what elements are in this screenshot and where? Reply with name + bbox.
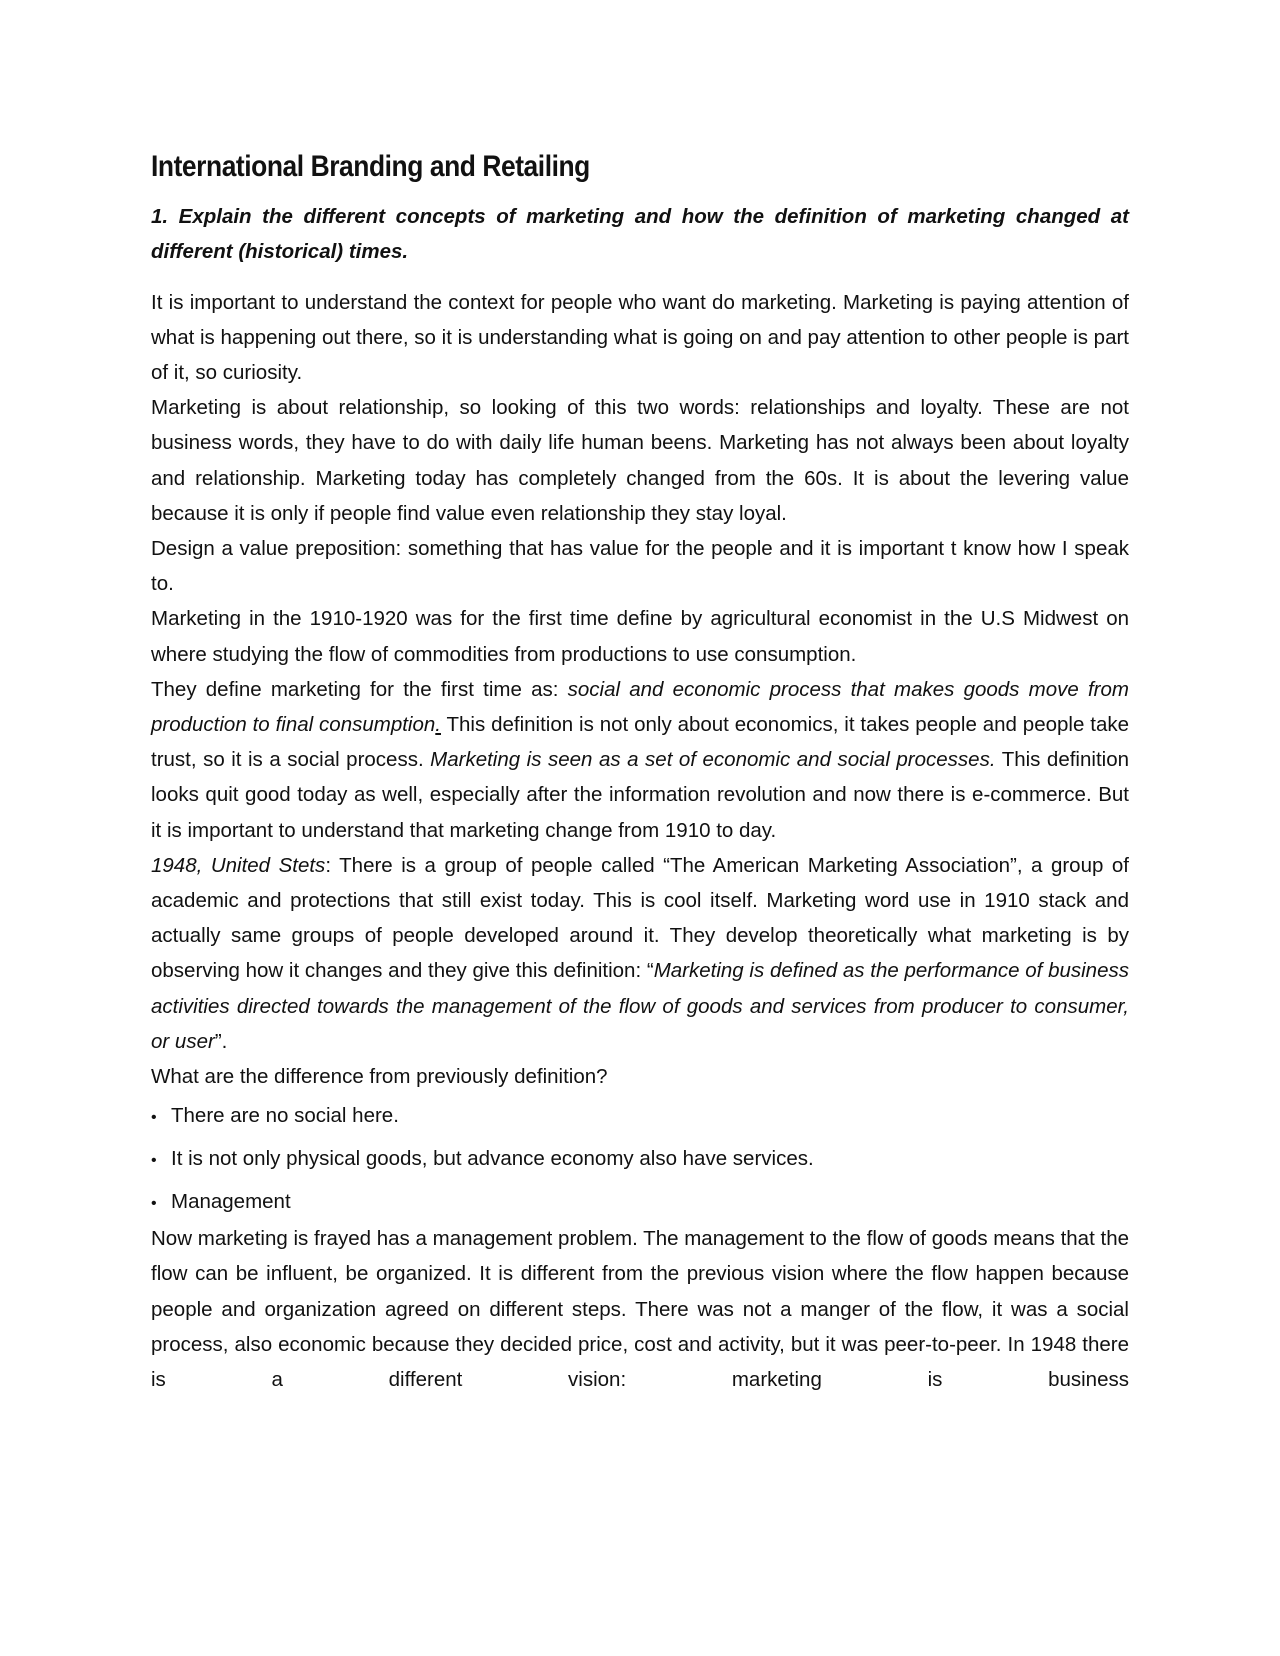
bullet-icon: • [151, 1109, 157, 1127]
text-span: : There is a group of people called “The American Marketing Association”, a group of academic and protections that still exist today. This is cool itself. Marketing word use in 1910 stack and actually same groups of people developed around it. They develop theoretically what marketing is by observing how it changes and they give this definition: “ [151, 853, 1129, 983]
list-item [151, 1098, 1129, 1135]
paragraph-1910-definition: Marketing in the 1910-1920 was for the first time define by agricultural economist in the U.S Midwest on where studying the flow of commodities from productions to use consumption. [151, 607, 1129, 666]
italic-definition: social and economic process that makes goods move from production to final consumption [151, 677, 1129, 736]
paragraph-relationship: Marketing is about relationship, so looking of this two words: relationships and loyalty. These are not business words, they have to do with daily life human beens. Marketing has not always been about loyalty and relationship. Marketing today has completely changed from the 60s. It is about the levering value because it is only if people find value even relationship they stay loyal. [151, 396, 1129, 525]
paragraph-difference-question: What are the difference from previously definition? [151, 1064, 608, 1088]
list-item-text: There are no social here. [171, 1104, 399, 1128]
list-item-text: Management [171, 1190, 291, 1214]
text-span: This definition is not only about economics, it takes people and people take trust, so it is a social process. [151, 712, 1129, 772]
bullet-icon: • [151, 1195, 157, 1213]
document-page [151, 150, 1129, 1397]
underlined-period: . [435, 712, 441, 736]
italic-definition: Marketing is seen as a set of economic and social processes. [430, 748, 996, 772]
paragraph-value-proposition: Design a value preposition: something that has value for the people and it is important t know how I speak to. [151, 536, 1129, 596]
list-item [151, 1184, 1129, 1221]
bullet-icon: • [151, 1152, 157, 1170]
list-item [151, 1141, 1129, 1178]
difference-list [151, 1098, 1129, 1221]
list-item-text: It is not only physical goods, but advance economy also have services. [171, 1147, 814, 1171]
paragraph-1948-definition [151, 848, 1129, 1059]
paragraph-management: Now marketing is frayed has a management problem. The management to the flow of goods means that the flow can be influent, be organized. It is different from the previous vision where the flow happen because people and organization agreed on different steps. There was not a manger of the flow, it was a social process, also economic because they decided price, cost and activity, but it was peer-to-peer. In 1948 there is a different vision: marketing is business [151, 1227, 1129, 1391]
text-span: ”. [214, 1029, 228, 1053]
text-span: They define marketing for the first time as: [151, 677, 568, 701]
question-heading: 1. Explain the different concepts of marketing and how the definition of marketing changed at different (historical) times. [151, 204, 1129, 263]
italic-date-place: 1948, United Stets [151, 853, 326, 877]
paragraph-context: It is important to understand the context for people who want do marketing. Marketing is paying attention of what is happening out there, so it is understanding what is going on and pay attention to other people is part of it, so curiosity. [151, 290, 1129, 384]
text-span: This definition looks quit good today as well, especially after the information revolution and now there is e-commerce. But it is important to understand that marketing change from 1910 to day. [151, 748, 1129, 842]
italic-definition: Marketing is defined as the performance of business activities directed towards the management of the flow of goods and services from producer to consumer, or user [151, 959, 1129, 1053]
paragraph-first-definition [151, 672, 1129, 848]
document-title: International Branding and Retailing [151, 150, 590, 183]
